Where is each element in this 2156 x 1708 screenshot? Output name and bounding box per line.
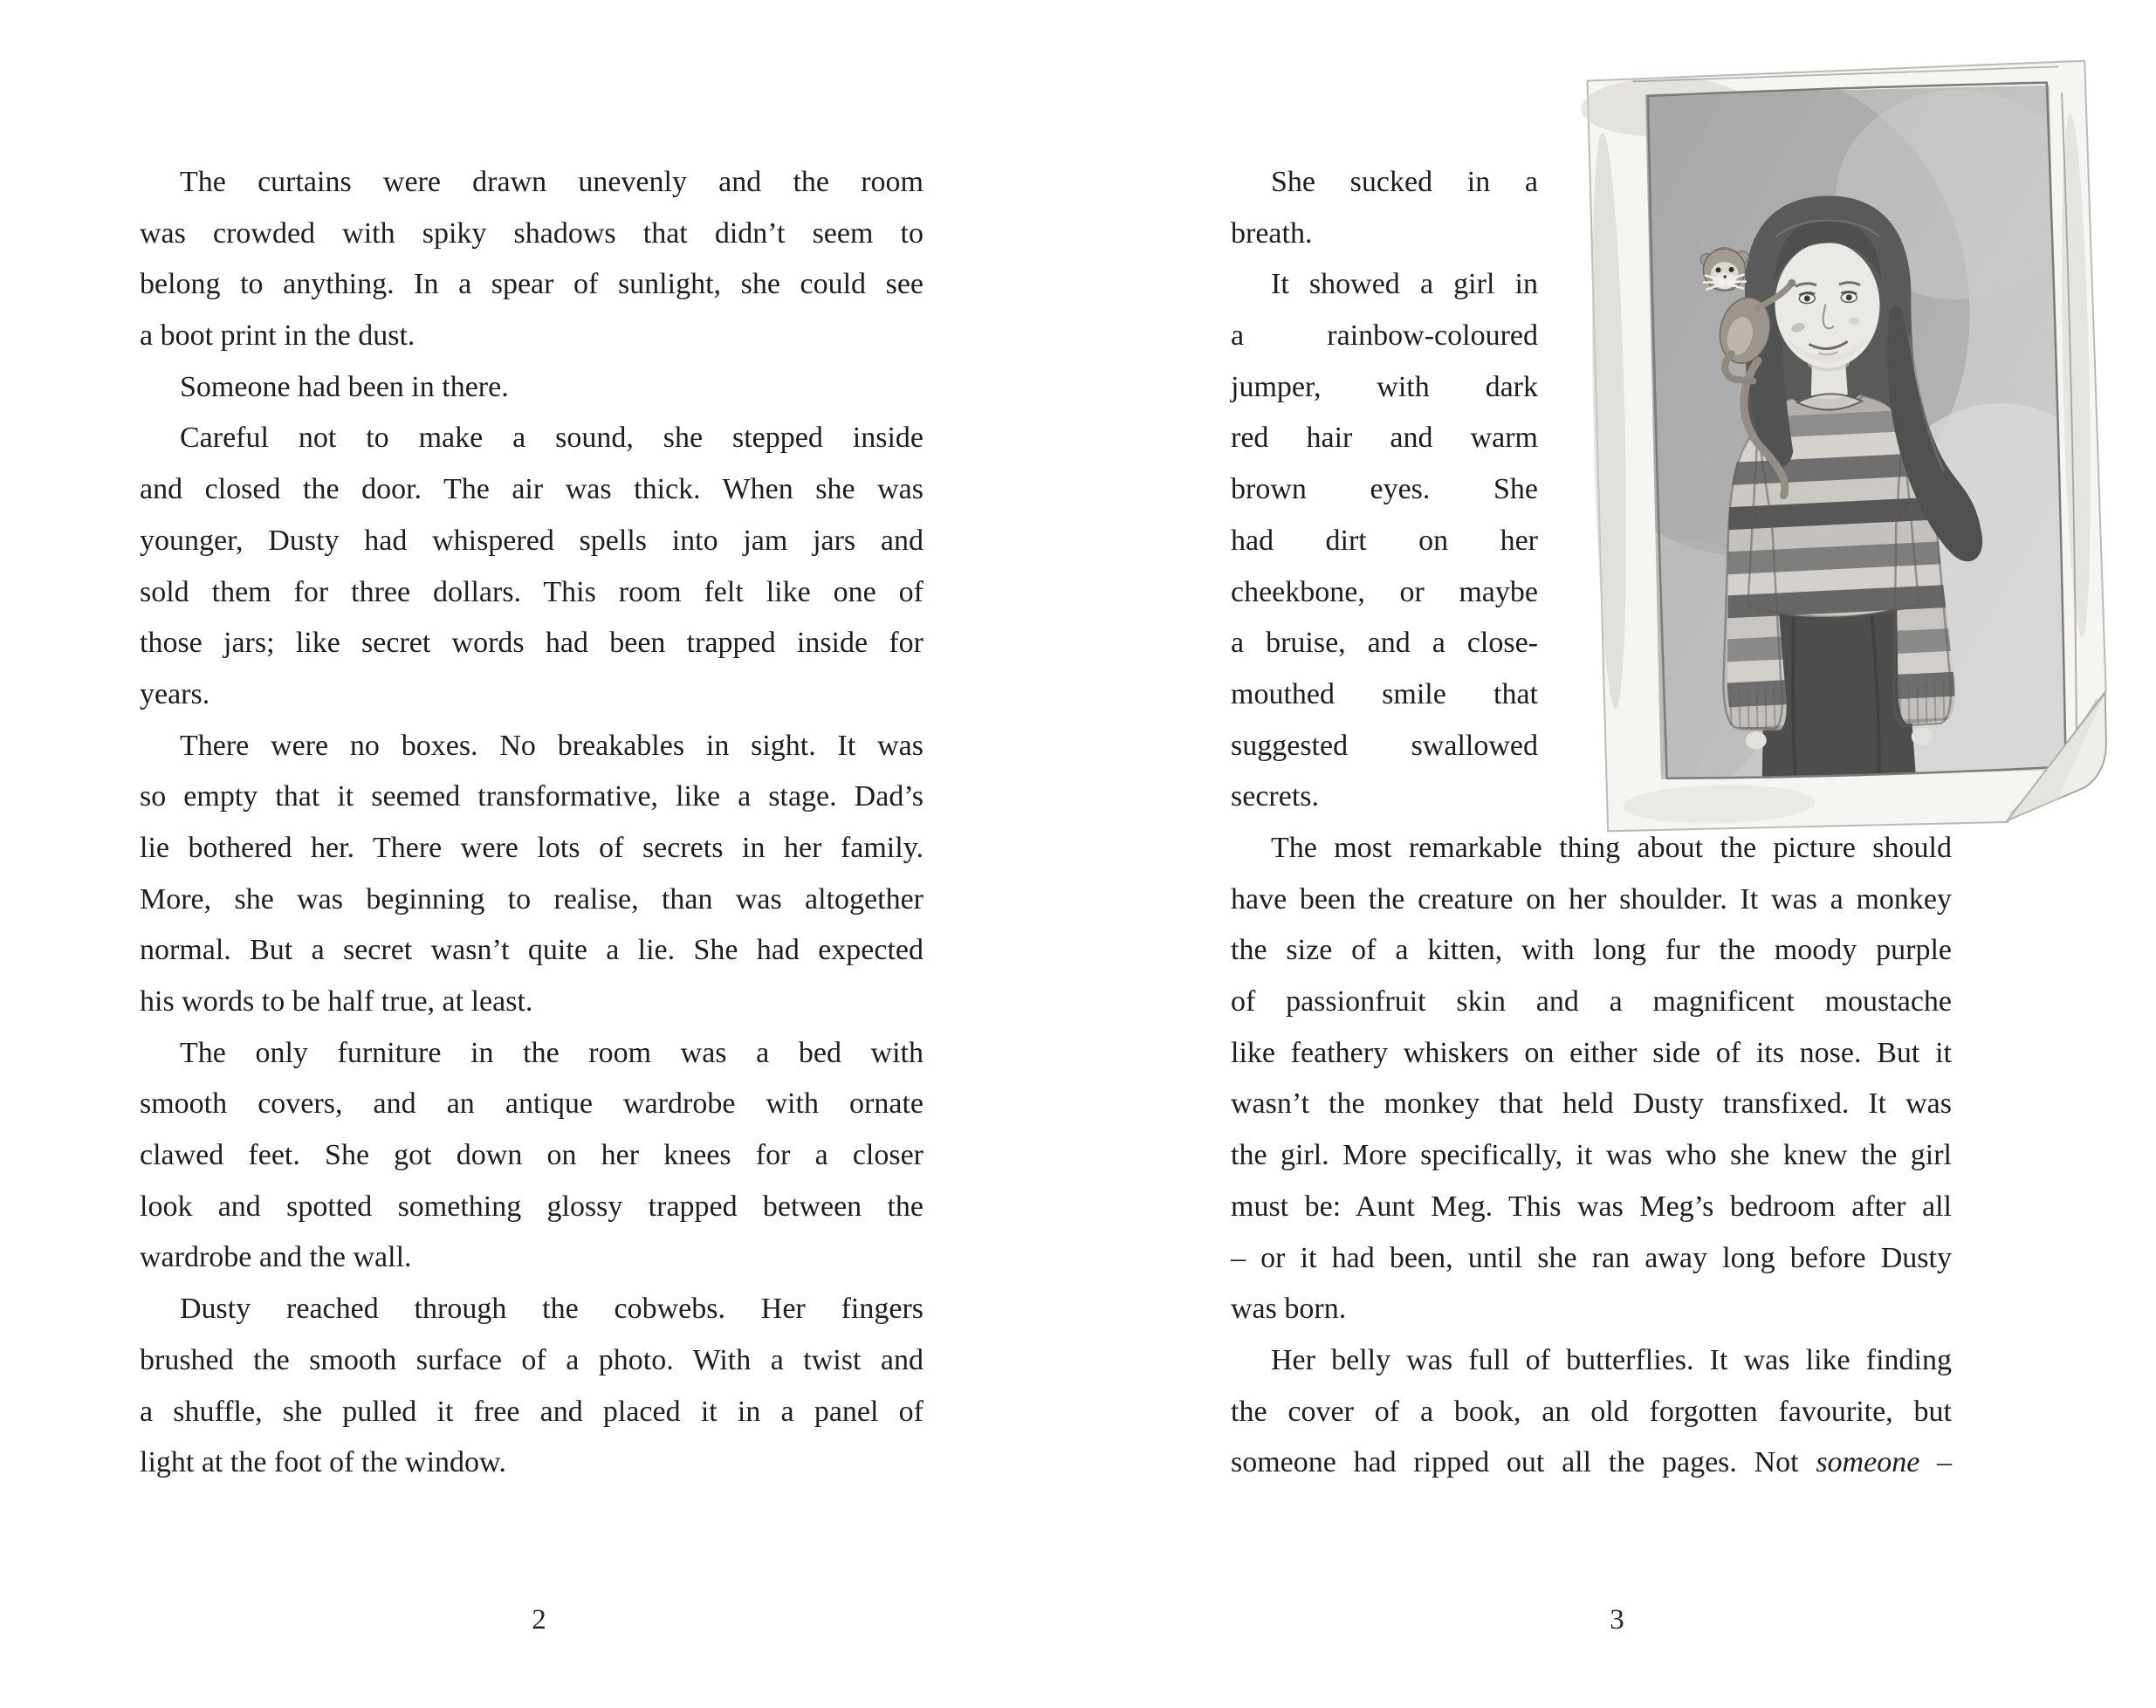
text-line: years.	[140, 677, 210, 710]
text-line: so empty that it seemed transformative, like a stage. Dad’s	[140, 780, 924, 813]
text-line: The most remarkable thing about the picture should	[1271, 832, 1952, 864]
text-line: the cover of a book, an old forgotten favourite, but	[1231, 1395, 1952, 1428]
text-line: normal. But a secret wasn’t quite a lie. She had expected	[140, 934, 924, 967]
text-line: the size of a kitten, with long fur the moody purple	[1231, 934, 1952, 967]
text-line: The only furniture in the room was a bed with	[180, 1036, 924, 1069]
text-line: red hair and warm	[1231, 422, 1538, 455]
text-line: – or it had been, until she ran away long before Dusty	[1231, 1241, 1952, 1274]
text-line: mouthed smile that	[1231, 677, 1538, 710]
text-line: Careful not to make a sound, she stepped inside	[180, 422, 924, 455]
text-line: secrets.	[1231, 780, 1320, 813]
page-number-left: 2	[532, 1604, 546, 1636]
text-line: The curtains were drawn unevenly and the room	[180, 166, 924, 198]
text-line: had dirt on her	[1231, 524, 1538, 557]
text-line: have been the creature on her shoulder. It was a monkey	[1231, 882, 1952, 916]
text-line: There were no boxes. No breakables in sight. It was	[180, 729, 924, 762]
text-line: someone had ripped out all the pages. Not someone –	[1231, 1446, 1952, 1479]
text-line: wardrobe and the wall.	[140, 1241, 412, 1274]
text-line: like feathery whiskers on either side of its nose. But it	[1231, 1036, 1952, 1069]
text-line: a boot print in the dust.	[140, 319, 415, 353]
text-line: Someone had been in there.	[180, 370, 509, 403]
text-line: sold them for three dollars. This room felt like one of	[140, 575, 924, 608]
text-line: younger, Dusty had whispered spells into jam jars and	[140, 524, 924, 557]
paragraph	[1231, 1335, 1952, 1489]
text-line: She sucked in a	[1271, 166, 1538, 198]
text-line: clawed feet. She got down on her knees for a closer	[140, 1139, 924, 1172]
paragraph	[140, 721, 924, 1028]
text-line: light at the foot of the window.	[140, 1446, 506, 1479]
paragraph	[140, 413, 924, 720]
paragraph	[140, 362, 924, 414]
text-line: and closed the door. The air was thick. When she was	[140, 473, 924, 506]
text-line: the girl. More specifically, it was who she knew the girl	[1231, 1139, 1952, 1172]
page-number-right: 3	[1610, 1604, 1624, 1636]
text-line: look and spotted something glossy trapped between the	[140, 1190, 924, 1223]
text-line: must be: Aunt Meg. This was Meg’s bedroom after all	[1231, 1190, 1952, 1223]
paragraph	[1231, 157, 1538, 259]
paragraph	[140, 157, 924, 362]
text-line: wasn’t the monkey that held Dusty transfixed. It was	[1231, 1087, 1952, 1121]
text-line: cheekbone, or maybe	[1231, 575, 1538, 608]
paragraph	[1231, 823, 1952, 1335]
text-line: a rainbow-coloured	[1231, 319, 1538, 353]
text-line: brown eyes. She	[1231, 473, 1538, 506]
text-line: jumper, with dark	[1231, 370, 1538, 403]
text-line: smooth covers, and an antique wardrobe with ornate	[140, 1087, 924, 1121]
paragraph	[140, 1028, 924, 1284]
text-line: More, she was beginning to realise, than was altogether	[140, 882, 924, 916]
paragraph	[140, 1284, 924, 1489]
text-line: of passionfruit skin and a magnificent moustache	[1231, 985, 1952, 1019]
page-left-text	[140, 157, 924, 1489]
text-line: suggested swallowed	[1231, 729, 1538, 762]
text-line: was born.	[1231, 1293, 1347, 1326]
page-right	[1078, 0, 2156, 1708]
text-line: his words to be half true, at least.	[140, 985, 533, 1018]
text-line: It showed a girl in	[1271, 268, 1538, 301]
text-line: Dusty reached through the cobwebs. Her fingers	[180, 1293, 924, 1326]
page-right-wide-text	[1231, 823, 1952, 1489]
text-line: those jars; like secret words had been trapped inside for	[140, 627, 924, 660]
text-line: a bruise, and a close-	[1231, 627, 1538, 660]
text-line: belong to anything. In a spear of sunlight, she could see	[140, 268, 924, 301]
page-right-narrow-text	[1231, 157, 1538, 823]
text-line: Her belly was full of butterflies. It was like finding	[1271, 1343, 1952, 1376]
text-line: breath.	[1231, 216, 1313, 250]
paragraph	[1231, 259, 1538, 823]
text-line: a shuffle, she pulled it free and placed it in a panel of	[140, 1395, 924, 1428]
text-line: lie bothered her. There were lots of secrets in her family.	[140, 831, 924, 864]
text-line: was crowded with spiky shadows that didn’t seem to	[140, 216, 924, 250]
photo-illustration	[1580, 43, 2112, 835]
text-line: brushed the smooth surface of a photo. With a twist and	[140, 1343, 924, 1376]
